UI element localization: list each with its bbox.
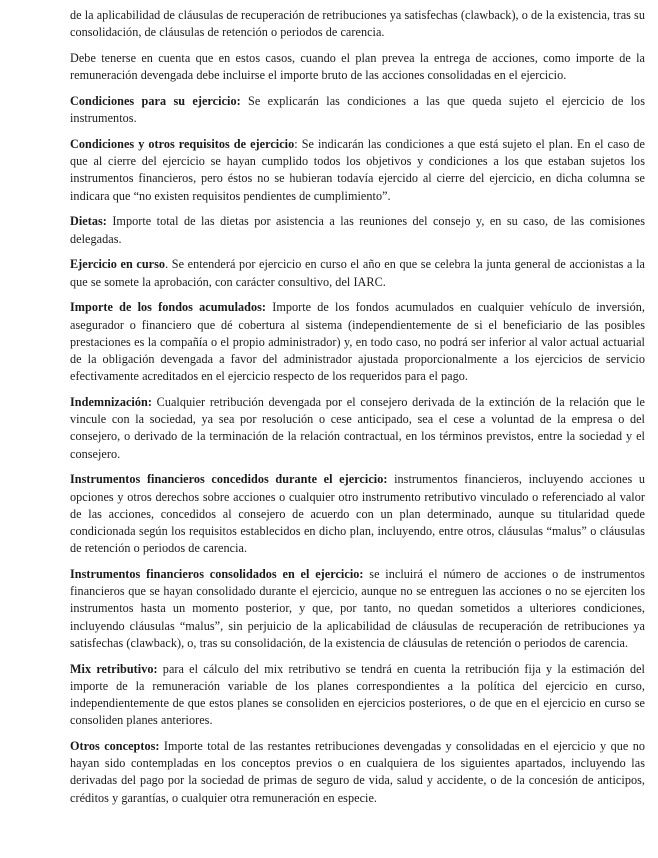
definition-text: Se explicarán las condiciones a las que queda sujeto el ejercicio de los instrumentos.: [70, 94, 645, 126]
definition-text: se incluirá el número de acciones o de instrumentos financieros que se hayan consolidado durante el ejercicio, aunque no se entreguen las acciones o no se ejerciten los instrumentos hasta un momento posterior, y que, por tanto, no quedan sometidos a ulteriores condiciones, incluyendo cláusulas “malus”, sin perjuicio de la aplicabilidad de cláusulas de recuperación de retribuciones ya satisfechas (clawback), o, tras su consolidación, de la existencia de cláusulas de retención o periodos de carencia.: [70, 567, 645, 650]
definition-condiciones-ejercicio: [70, 93, 645, 127]
definition-mix-retributivo: [70, 661, 645, 730]
paragraph-text: Debe tenerse en cuenta que en estos casos, cuando el plan prevea la entrega de acciones, como importe de la remuneración devengada debe incluirse el importe bruto de las acciones consolidadas en el ejercicio.: [70, 51, 645, 83]
definition-term: Otros conceptos:: [70, 739, 160, 754]
definition-term: Condiciones para su ejercicio:: [70, 94, 241, 108]
definition-indemnizacion: [70, 394, 645, 463]
definition-text: Importe total de las restantes retribuciones devengadas y consolidadas en el ejercicio y que no hayan sido contempladas en los conceptos previos o en cualquiera de los siguientes apartados, incluyendo las derivadas del pago por la sociedad de primas de seguro de vida, salud y accidente, o de la concesión de anticipos, créditos y garantías, o cualquier otra remuneración en especie.: [70, 739, 645, 805]
definition-ejercicio-en-curso: [70, 256, 645, 290]
definition-text: Importe total de las dietas por asistencia a las reuniones del consejo y, en su caso, de las comisiones delegadas.: [70, 214, 645, 246]
definition-instrumentos-consolidados: [70, 566, 645, 652]
definition-condiciones-requisitos: [70, 136, 645, 205]
definition-instrumentos-concedidos: [70, 471, 645, 557]
definition-term: Dietas:: [70, 214, 107, 229]
definition-fondos-acumulados: [70, 299, 645, 385]
definition-term: Condiciones y otros requisitos de ejercicio: [70, 137, 295, 151]
definition-text: instrumentos financieros, incluyendo acciones u opciones y otros derechos sobre acciones o cualquier otro instrumento retributivo vinculado o referenciado al valor de las acciones, concedidos al consejero de acuerdo con un plan determinado, aunque su titularidad quede condicionada según los requisitos establecidos en dicho plan, incluyendo, entre otros, cláusulas “malus” o cláusulas de retención o periodos de carencia.: [70, 472, 645, 556]
definition-otros-conceptos: [70, 738, 645, 807]
paragraph-clawback-continuation: [70, 7, 645, 41]
definition-text: : Se indicarán las condiciones a que está sujeto el plan. En el caso de que al cierre del ejercicio se hayan cumplido todos los objetivos y condiciones a los que estaban sujetos los instrumentos financieros, pero éstos no se hubieran todavía ejercido al cierre del ejercicio, en dicha columna se indicara que “no existen requisitos pendientes de cumplimiento”.: [70, 137, 645, 203]
definition-term: Mix retributivo:: [70, 661, 158, 676]
definition-text: Cualquier retribución devengada por el consejero derivada de la extinción de la relación que le vincule con la sociedad, ya sea por resolución o cese anticipado, sea el cese a voluntad de la empresa o del consejero, o derivado de la terminación de la relación contractual, en los términos previstos, entre la sociedad y el consejero.: [70, 395, 645, 461]
definition-term: Importe de los fondos acumulados:: [70, 300, 267, 315]
definition-text: . Se entenderá por ejercicio en curso el año en que se celebra la junta general de accionistas a la que se somete la aprobación, con carácter consultivo, del IARC.: [70, 257, 645, 289]
definition-dietas: [70, 213, 645, 247]
definition-term: Ejercicio en curso: [70, 257, 166, 272]
paragraph-text: de la aplicabilidad de cláusulas de recuperación de retribuciones ya satisfechas (clawback), o de la existencia, tras su consolidación, de cláusulas de retención o periodos de carencia.: [70, 8, 645, 40]
definition-term: Indemnización:: [70, 395, 152, 410]
definition-term: Instrumentos financieros consolidados en el ejercicio:: [70, 567, 364, 582]
definition-text: para el cálculo del mix retributivo se tendrá en cuenta la retribución fija y la estimación del importe de la remuneración variable de los planes correspondientes a la política del ejercicio en curso, independientemente de que estos planes se consoliden en ejercicios posteriores, o de que en el ejercicio en curso se consoliden planes anteriores.: [70, 661, 645, 728]
definition-text: Importe de los fondos acumulados en cualquier vehículo de inversión, asegurador o financiero que dé cobertura al sistema (independientemente de si el beneficiario de las posibles prestaciones es la compañía o el propio administrador) y, en todo caso, no podrá ser inferior al valor actual actuarial de la obligación devengada a favor del administrador ajustada proporcionalmente a los ejercicios de servicio efectivamente acreditados en el ejercicio respecto de los requeridos para el pago.: [70, 300, 645, 384]
definition-term: Instrumentos financieros concedidos durante el ejercicio:: [70, 472, 388, 487]
paragraph-note-entrega-acciones: [70, 50, 645, 84]
